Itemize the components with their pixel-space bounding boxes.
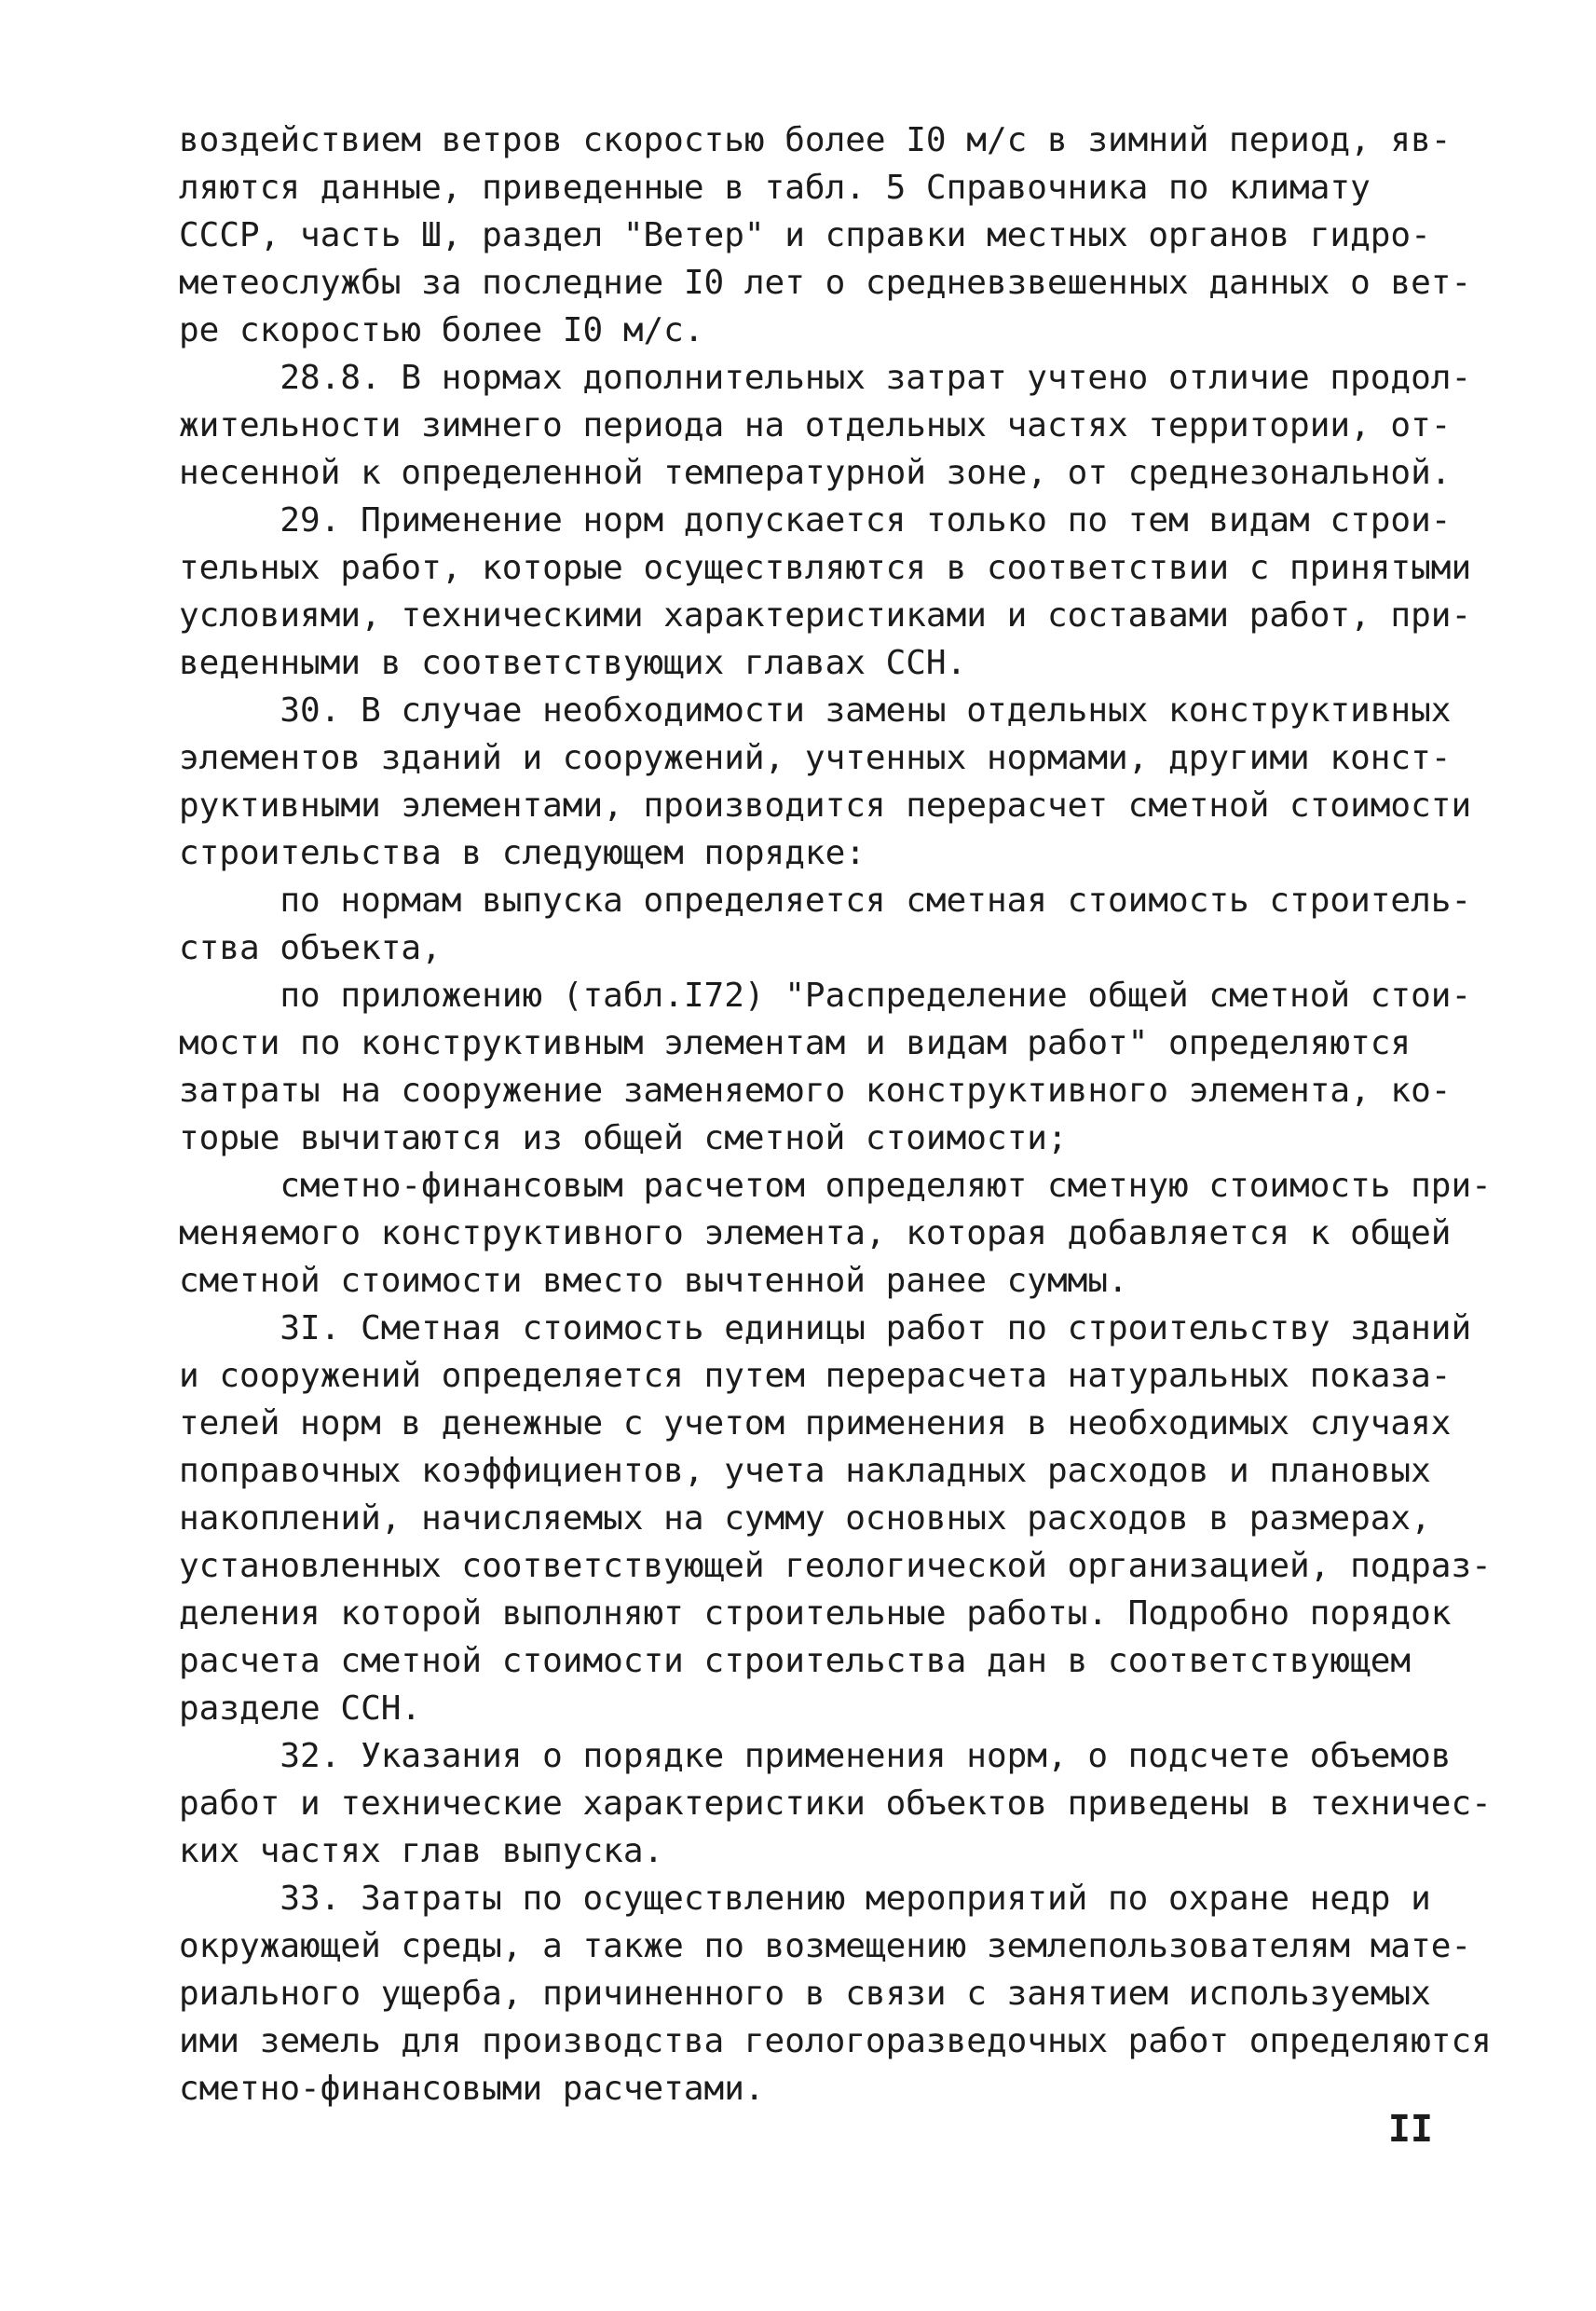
text-line: элементов зданий и сооружений, учтенных нормами, другими конст-: [179, 739, 1452, 777]
text-line: работ и технические характеристики объектов приведены в техничес-: [179, 1785, 1492, 1823]
text-line: и сооружений определяется путем перерасчета натуральных показа-: [179, 1357, 1452, 1395]
text-line: СССР, часть Ш, раздел "Ветер" и справки местных органов гидро-: [179, 216, 1431, 254]
text-line: тельных работ, которые осуществляются в соответствии с принятыми: [179, 549, 1472, 587]
text-line: установленных соответствующей геологической организацией, подраз-: [179, 1547, 1492, 1585]
text-line: ре скоростью более I0 м/с.: [179, 311, 704, 349]
text-line: накоплений, начисляемых на сумму основных расходов в размерах,: [179, 1499, 1431, 1538]
text-line: 3I. Сметная стоимость единицы работ по строительству зданий: [179, 1309, 1472, 1347]
text-line: 33. Затраты по осуществлению мероприятий по охране недр и: [179, 1880, 1431, 1918]
text-line: сметно-финансовыми расчетами.: [179, 2070, 765, 2108]
text-line: затраты на сооружение заменяемого конструктивного элемента, ко-: [179, 1072, 1452, 1110]
text-line: поправочных коэффициентов, учета накладных расходов и плановых: [179, 1452, 1431, 1490]
text-line: риального ущерба, причиненного в связи с занятием используемых: [179, 1975, 1431, 2013]
text-line: воздействием ветров скоростью более I0 м/с в зимний период, яв-: [179, 121, 1452, 159]
text-line: по приложению (табл.I72) "Распределение общей сметной стои-: [179, 977, 1472, 1015]
text-line: окружающей среды, а также по возмещению землепользователям мате-: [179, 1927, 1472, 1965]
text-line: веденными в соответствующих главах ССН.: [179, 644, 967, 682]
text-line: по нормам выпуска определяется сметная стоимость строитель-: [179, 882, 1472, 920]
text-line: разделе ССН.: [179, 1689, 422, 1728]
body-text: [179, 116, 1492, 2113]
text-line: телей норм в денежные с учетом применения в необходимых случаях: [179, 1404, 1452, 1443]
text-line: ства объекта,: [179, 929, 442, 967]
text-line: строительства в следующем порядке:: [179, 834, 866, 872]
text-line: расчета сметной стоимости строительства дан в соответствующем: [179, 1642, 1412, 1680]
text-line: торые вычитаются из общей сметной стоимости;: [179, 1119, 1068, 1157]
text-line: 32. Указания о порядке применения норм, о подсчете объемов: [179, 1737, 1452, 1775]
text-line: руктивными элементами, производится перерасчет сметной стоимости: [179, 786, 1472, 825]
text-line: 28.8. В нормах дополнительных затрат учтено отличие продол-: [179, 359, 1472, 397]
text-line: ими земель для производства геологоразведочных работ определяются: [179, 2022, 1492, 2060]
text-line: 29. Применение норм допускается только по тем видам строи-: [179, 501, 1452, 540]
text-line: условиями, техническими характеристиками и составами работ, при-: [179, 596, 1472, 635]
text-line: меняемого конструктивного элемента, которая добавляется к общей: [179, 1214, 1452, 1252]
text-line: сметной стоимости вместо вычтенной ранее суммы.: [179, 1262, 1128, 1300]
text-line: метеослужбы за последние I0 лет о средневзвешенных данных о вет-: [179, 264, 1472, 302]
text-line: мости по конструктивным элементам и видам работ" определяются: [179, 1024, 1412, 1062]
text-line: ких частях глав выпуска.: [179, 1832, 664, 1870]
text-line: жительности зимнего периода на отдельных частях территории, от-: [179, 406, 1452, 444]
text-line: сметно-финансовым расчетом определяют сметную стоимость при-: [179, 1167, 1492, 1205]
text-line: 30. В случае необходимости замены отдельных конструктивных: [179, 691, 1452, 730]
text-line: несенной к определенной температурной зоне, от среднезональной.: [179, 454, 1452, 492]
text-line: ляются данные, приведенные в табл. 5 Справочника по климату: [179, 169, 1371, 207]
page-number: II: [1387, 2108, 1433, 2151]
text-line: деления которой выполняют строительные работы. Подробно порядок: [179, 1594, 1452, 1633]
